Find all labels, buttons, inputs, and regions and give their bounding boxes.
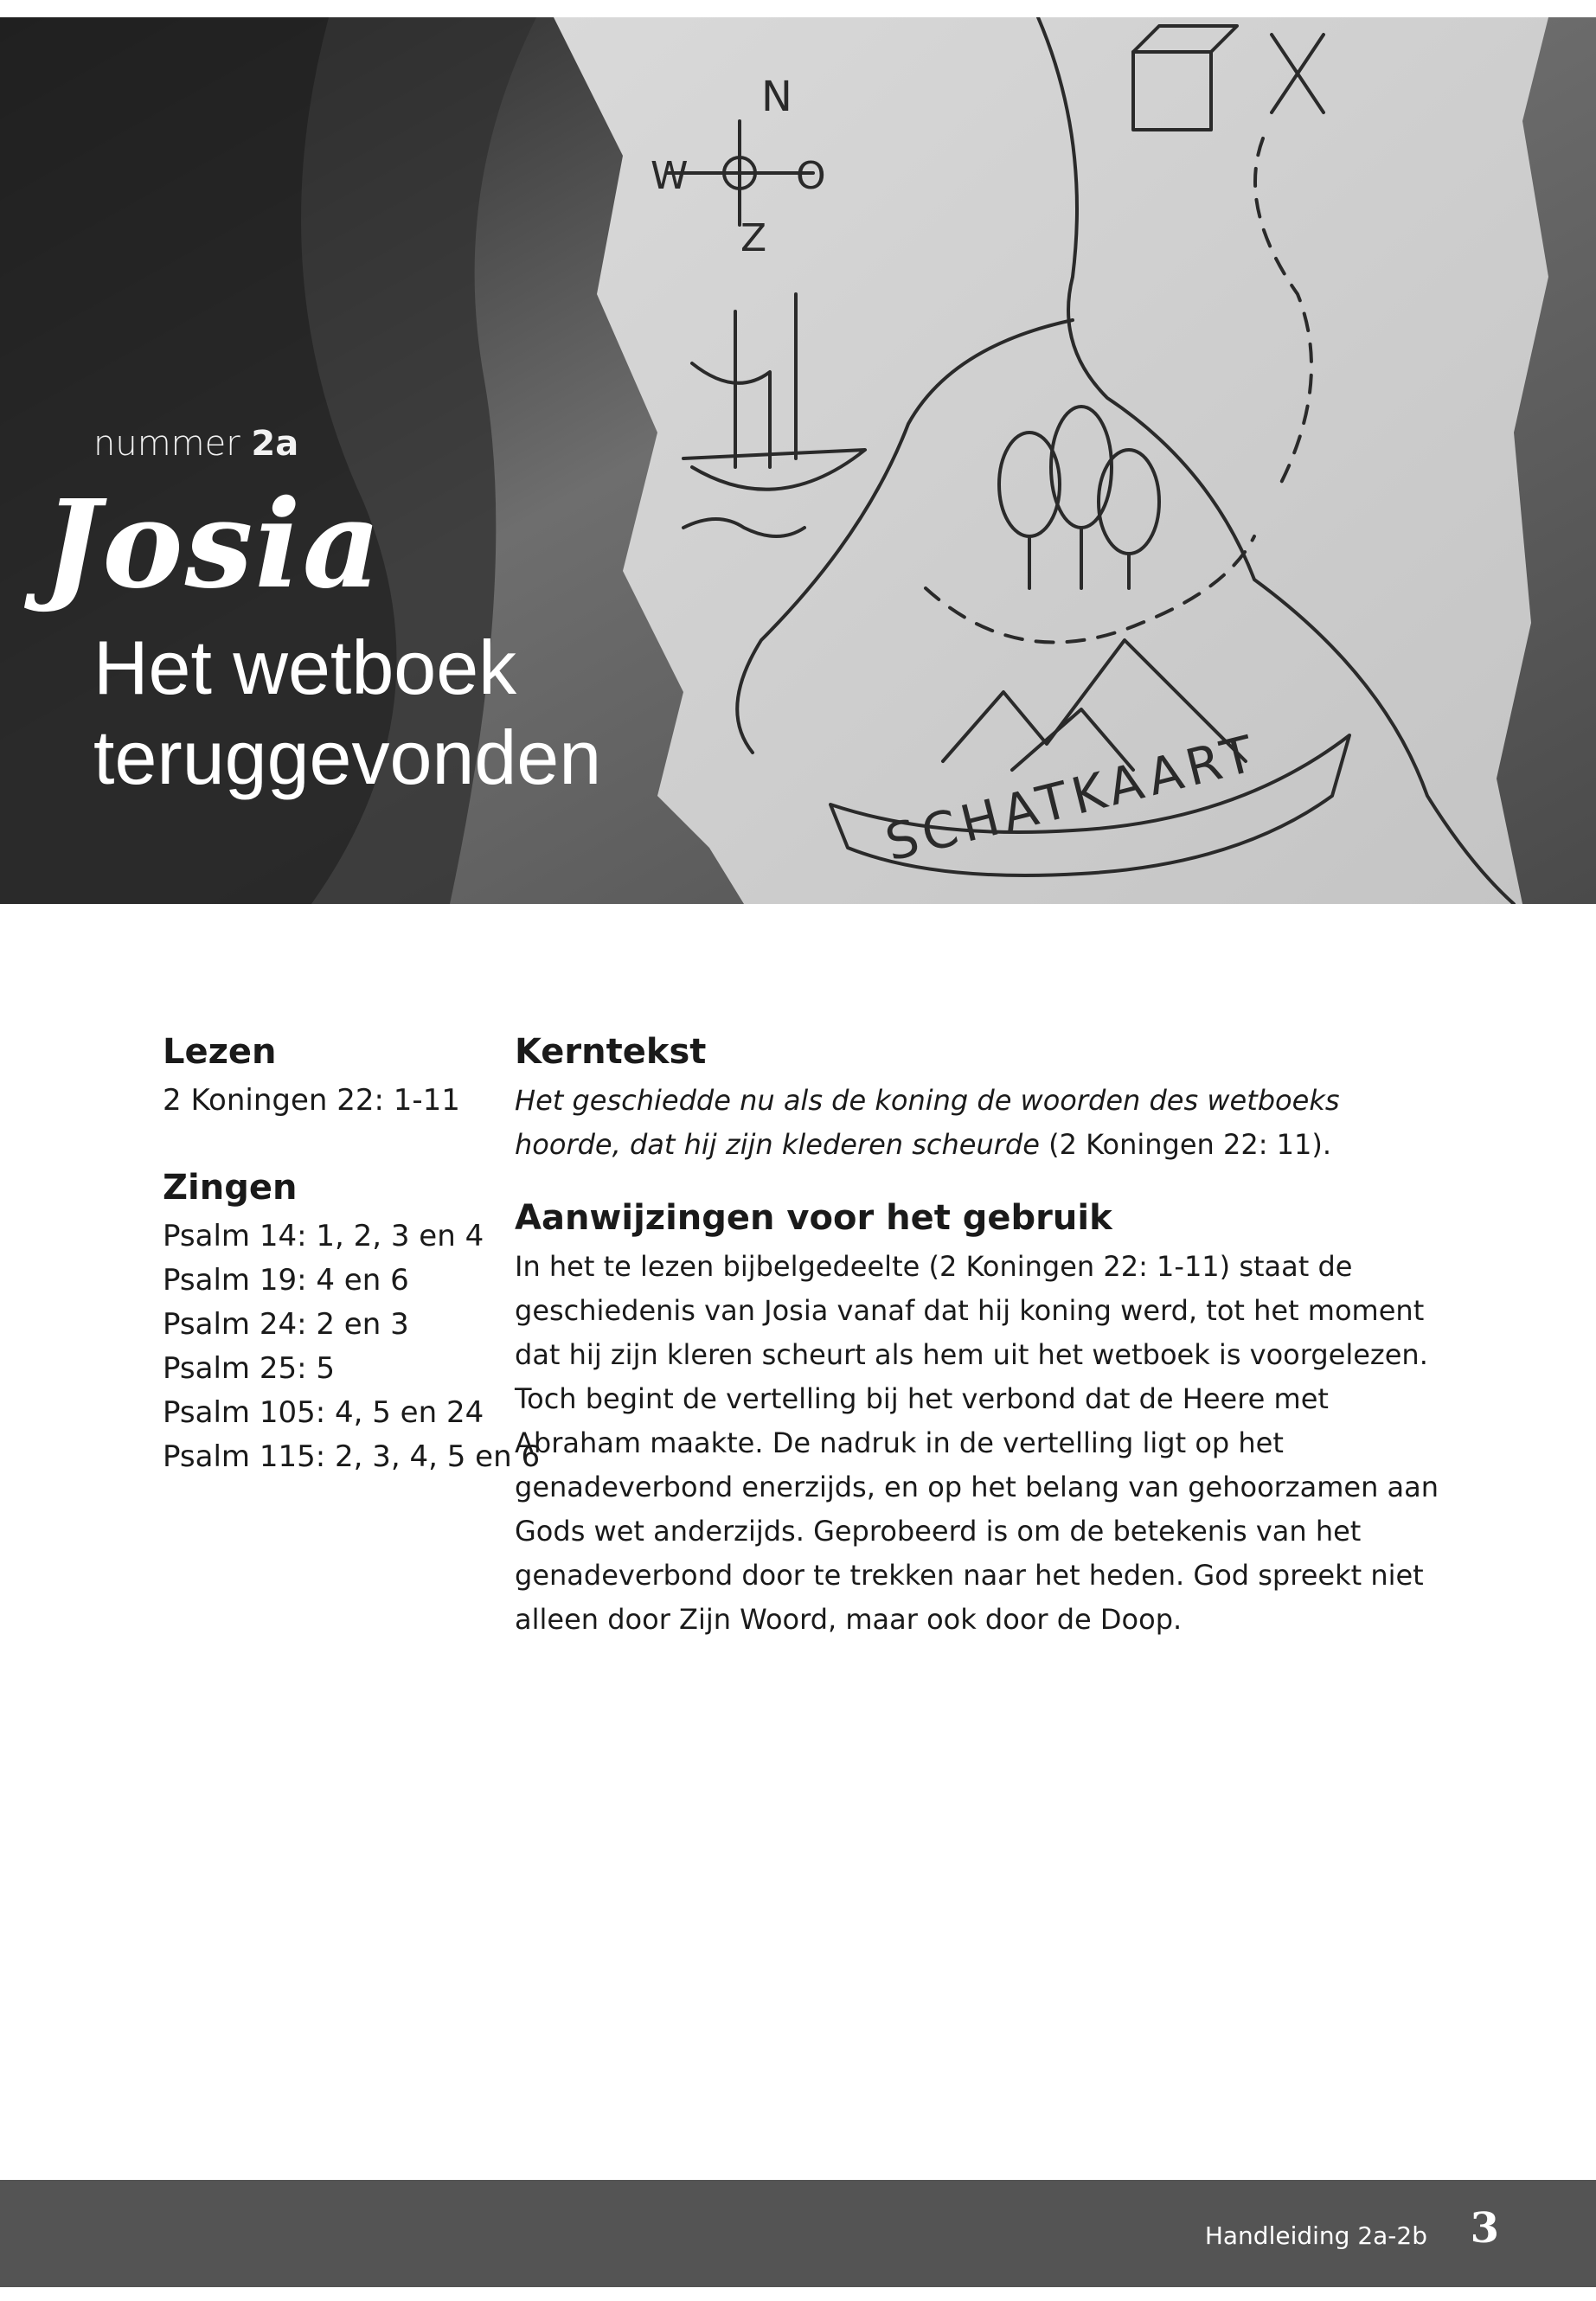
list-item: Psalm 25: 5: [163, 1351, 335, 1386]
aanwijzingen-text: In het te lezen bijbelgedeelte (2 Koningen 22: 1-11) staat de geschiedenis van Josia vanaf dat hij koning werd, tot het moment dat hij zijn kleren scheurt als hem uit het wetboek is voorgelezen. Toch begint de vertelling bij het verbond dat de Heere met Abraham maakte. De nadruk in de vertelling ligt op het genadeverbond enerzijds, en op het belang van gehoorzamen aan Gods wet anderzijds. Geprobeerd is om de betekenis van het genadeverbond door te trekken naar het heden. God spreekt niet alleen door Zijn Woord, maar ook door de Doop.: [515, 1250, 1439, 1636]
aanwijzingen-heading: Aanwijzingen voor het gebruik: [515, 1198, 1112, 1238]
map-label: SCHATKAART: [879, 722, 1265, 873]
zingen-heading: Zingen: [163, 1168, 298, 1208]
kerntekst-reference: (2 Koningen 22: 11).: [1039, 1128, 1332, 1161]
lezen-heading: Lezen: [163, 1032, 277, 1072]
compass-east: O: [796, 154, 826, 198]
kerntekst-heading: Kerntekst: [515, 1032, 707, 1072]
compass-north: N: [761, 73, 792, 121]
list-item: Psalm 19: 4 en 6: [163, 1263, 409, 1298]
issue-code: 2a: [251, 424, 299, 464]
subtitle-line-2: teruggevonden: [93, 715, 602, 800]
page-number: 3: [1470, 2204, 1499, 2253]
zingen-list: [163, 1215, 541, 1479]
right-column: [515, 1025, 1440, 1642]
kerntekst-text: [515, 1079, 1440, 1167]
list-item: Psalm 24: 2 en 3: [163, 1307, 409, 1342]
footer-label: Handleiding 2a-2b: [1204, 2221, 1427, 2250]
kerntekst-quote: Het geschiedde nu als de koning de woorden des wetboeks hoorde, dat hij zijn klederen scheurde: [515, 1084, 1340, 1161]
issue-prefix: nummer: [93, 424, 240, 464]
left-column: [163, 1025, 541, 1479]
compass-south: Z: [740, 216, 767, 260]
page-subtitle: [93, 623, 872, 803]
page-title: Josia: [43, 474, 383, 616]
hero-image: [0, 17, 1596, 904]
subtitle-line-1: Het wetboek: [93, 625, 517, 710]
list-item: Psalm 105: 4, 5 en 24: [163, 1395, 484, 1430]
issue-number: [93, 424, 298, 464]
lezen-text: 2 Koningen 22: 1-11: [163, 1083, 460, 1118]
page-footer: [0, 2180, 1596, 2287]
list-item: Psalm 14: 1, 2, 3 en 4: [163, 1219, 484, 1253]
compass-west: W: [651, 154, 689, 198]
list-item: Psalm 115: 2, 3, 4, 5 en 6: [163, 1439, 541, 1474]
